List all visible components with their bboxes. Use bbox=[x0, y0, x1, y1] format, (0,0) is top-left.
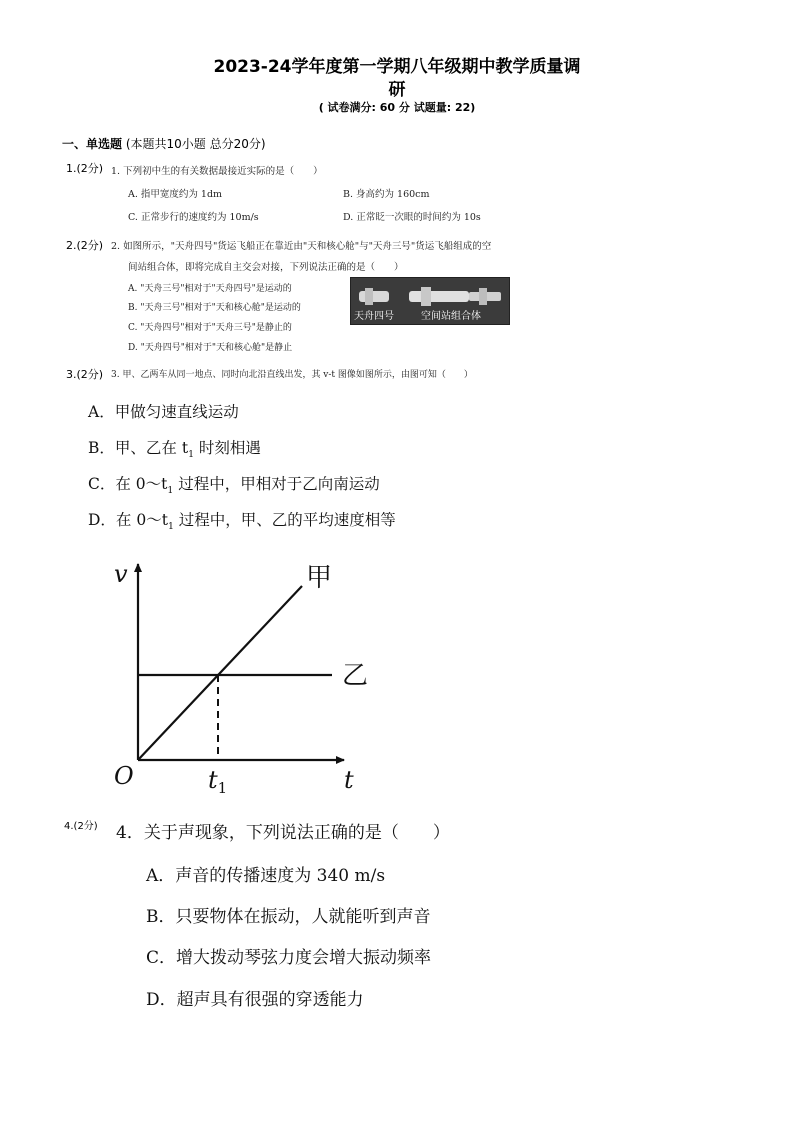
series-jia-line bbox=[138, 586, 302, 760]
q1-option-d: D. 正常眨一次眼的时间约为 10s bbox=[343, 212, 481, 223]
q3-option-d-suffix: 过程中，甲、乙的平均速度相等 bbox=[173, 511, 396, 529]
t1-tick-label bbox=[208, 766, 227, 797]
origin-label: O bbox=[114, 762, 134, 790]
q3-option-c-prefix: C．在 0～ bbox=[88, 475, 162, 493]
q3-option-d-var: t bbox=[161, 511, 168, 529]
page-title-continued: 研 bbox=[388, 80, 406, 100]
q3-option-c-var: t bbox=[161, 475, 168, 493]
t1-tick-var: t bbox=[208, 766, 218, 794]
q4-option-a: A．声音的传播速度为 340 m/s bbox=[146, 866, 386, 886]
t1-tick-sub: 1 bbox=[217, 779, 228, 797]
question-number-4: 4.(2分) bbox=[64, 821, 98, 832]
q4-option-b: B．只要物体在振动，人就能听到声音 bbox=[146, 907, 431, 927]
q4-option-c: C．增大拨动琴弦力度会增大振动频率 bbox=[146, 948, 432, 968]
spacecraft-photo bbox=[350, 277, 510, 325]
question-stem-2: 2. 如图所示，"天舟四号"货运飞船正在靠近由"天和核心舱"与"天舟三号"货运飞船组成的空 bbox=[111, 241, 492, 252]
series-jia-label: 甲 bbox=[306, 563, 333, 593]
q1-option-c: C. 正常步行的速度约为 10m/s bbox=[128, 212, 259, 223]
vt-graph bbox=[100, 550, 390, 800]
q3-option-d bbox=[88, 508, 396, 532]
q4-option-d: D．超声具有很强的穿透能力 bbox=[146, 990, 364, 1010]
image-caption-left: 天舟四号 bbox=[354, 311, 394, 322]
question-stem-1: 1. 下列初中生的有关数据最接近实际的是（ ） bbox=[111, 166, 323, 177]
question-stem-2-line2: 间站组合体，即将完成自主交会对接，下列说法正确的是（ ） bbox=[128, 262, 404, 273]
section-meta: (本题共10小题 总分20分) bbox=[122, 137, 266, 151]
q3-option-c-sub: 1 bbox=[167, 485, 174, 497]
section-heading bbox=[62, 135, 266, 152]
series-yi-label: 乙 bbox=[342, 661, 369, 691]
page-subtitle: ( 试卷满分: 60 分 试题量: 22) bbox=[318, 101, 476, 114]
q3-option-d-prefix: D．在 0～ bbox=[88, 511, 162, 529]
question-number-2: 2.(2分) bbox=[66, 239, 104, 252]
q2-option-c: C. "天舟四号"相对于"天舟三号"是静止的 bbox=[128, 323, 292, 333]
q2-option-d: D. "天舟四号"相对于"天和核心舱"是静止 bbox=[128, 343, 293, 353]
q3-option-c bbox=[88, 472, 380, 496]
q1-option-a: A. 指甲宽度约为 1dm bbox=[128, 189, 223, 200]
q3-option-d-sub: 1 bbox=[167, 521, 174, 533]
q3-option-c-suffix: 过程中，甲相对于乙向南运动 bbox=[173, 475, 380, 493]
x-axis-label: t bbox=[344, 766, 354, 794]
q3-option-b bbox=[88, 436, 261, 460]
question-number-1: 1.(2分) bbox=[66, 162, 104, 175]
y-axis-label: v bbox=[114, 560, 128, 588]
q1-option-b: B. 身高约为 160cm bbox=[343, 189, 430, 200]
q3-option-b-var: t bbox=[181, 439, 189, 457]
question-stem-4: 4．关于声现象，下列说法正确的是（ ） bbox=[116, 823, 450, 843]
q3-option-a bbox=[88, 400, 239, 422]
question-stem-3: 3. 甲、乙两车从同一地点、同时向北沿直线出发，其 v-t 图像如图所示，由图可知（ ） bbox=[111, 370, 473, 380]
q2-option-a: A. "天舟三号"相对于"天舟四号"是运动的 bbox=[128, 284, 292, 294]
section-title: 一、单选题 bbox=[62, 137, 123, 151]
q3-option-b-sub: 1 bbox=[188, 449, 194, 461]
image-caption-right: 空间站组合体 bbox=[421, 311, 481, 322]
q3-option-b-prefix: B．甲、乙在 bbox=[88, 439, 182, 457]
page-title: 2023-24学年度第一学期八年级期中教学质量调 bbox=[213, 57, 581, 77]
q2-option-b: B. "天舟三号"相对于"天和核心舱"是运动的 bbox=[128, 303, 301, 313]
q3-option-a-text: A．甲做匀速直线运动 bbox=[88, 403, 239, 421]
question-number-3: 3.(2分) bbox=[66, 368, 104, 381]
q3-option-b-suffix: 时刻相遇 bbox=[193, 439, 261, 457]
